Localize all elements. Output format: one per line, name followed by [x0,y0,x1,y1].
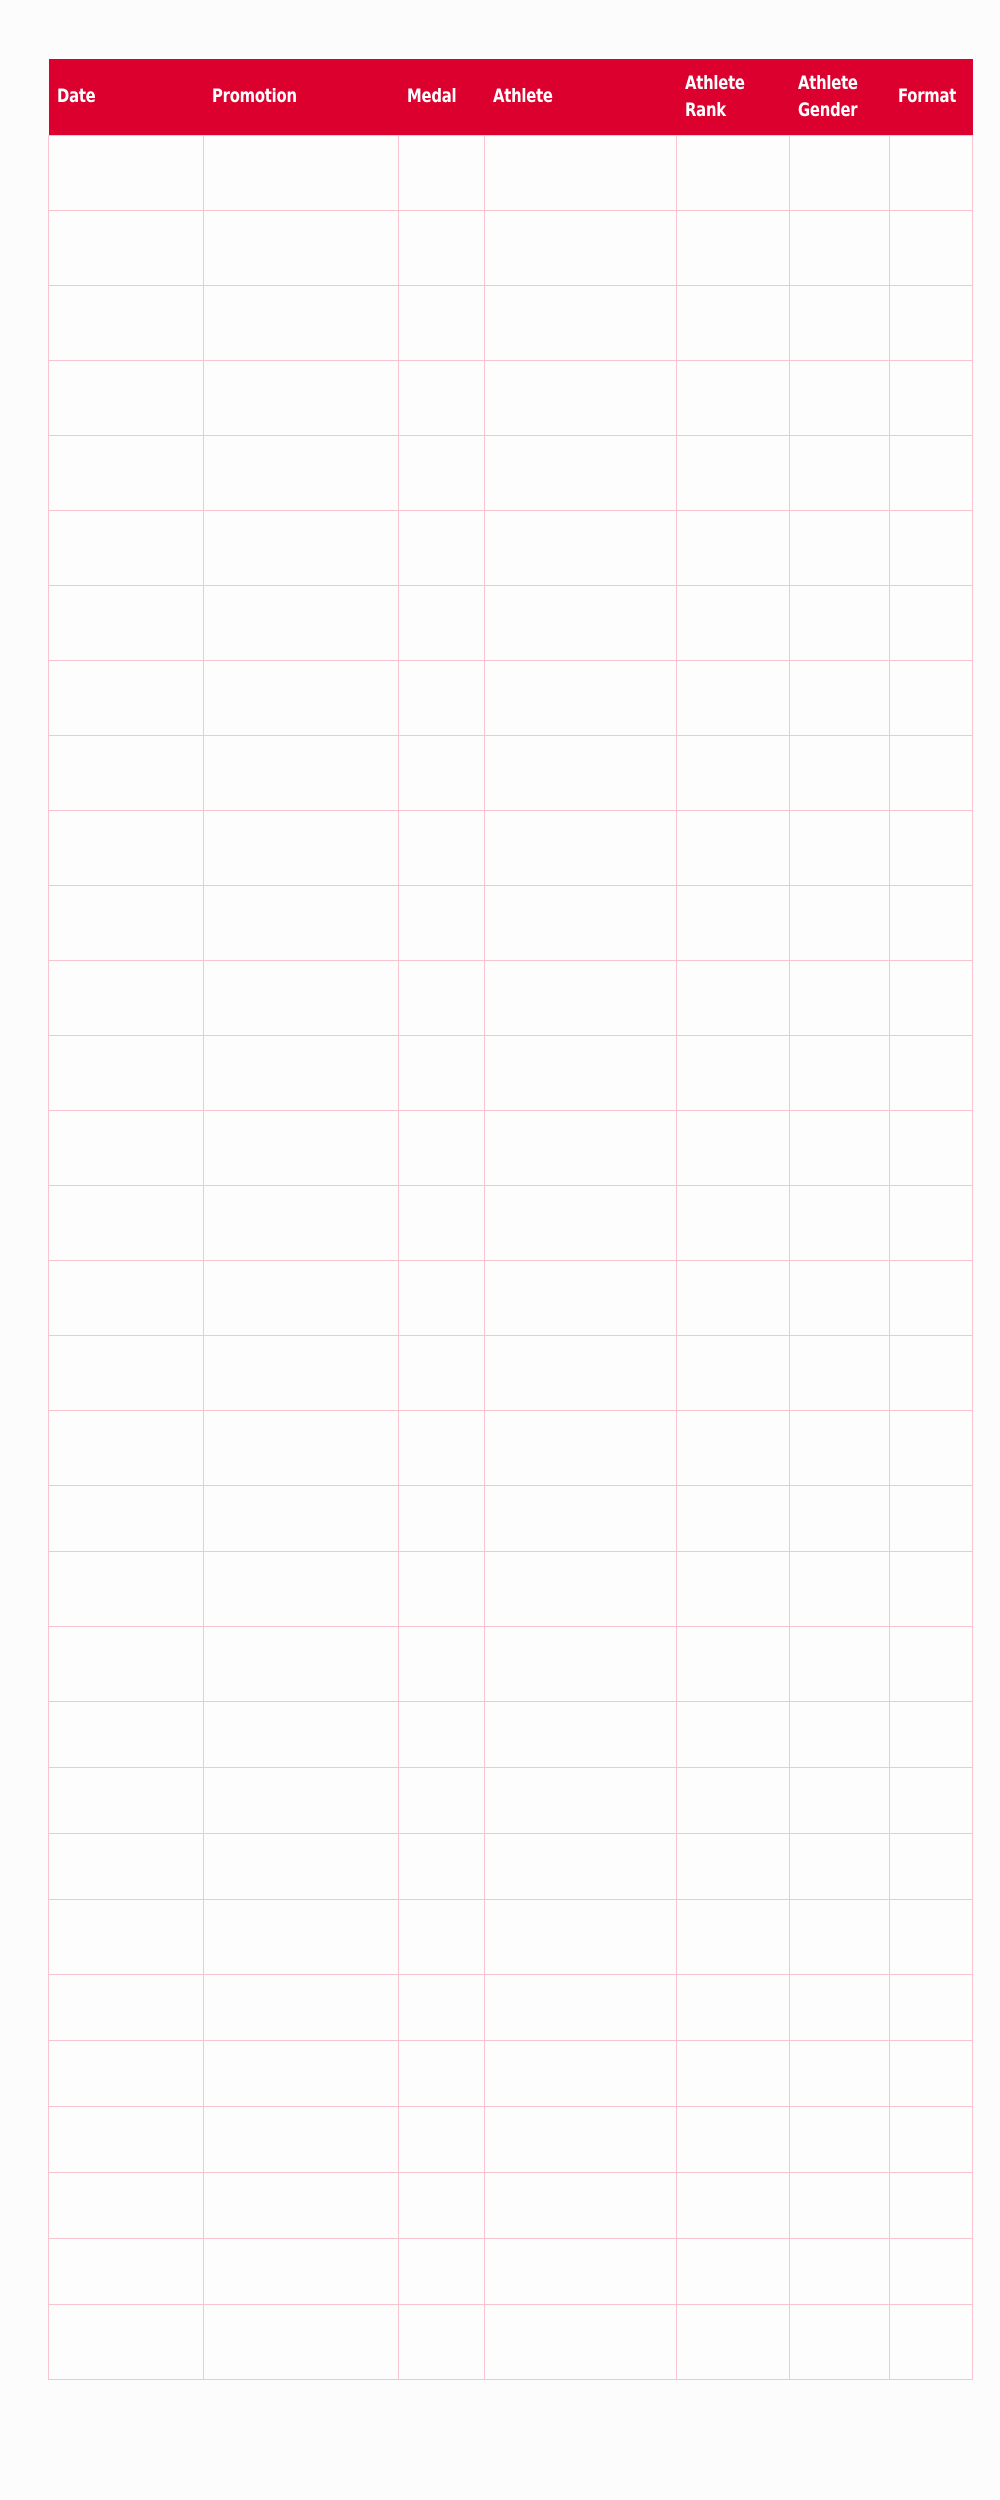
cell-athlete-gender[interactable] [790,1485,890,1551]
cell-athlete-rank[interactable] [677,1110,790,1185]
cell-medal[interactable] [399,1035,485,1110]
cell-date[interactable] [49,1260,204,1335]
cell-promotion[interactable] [204,1185,399,1260]
cell-date[interactable] [49,2238,204,2304]
cell-athlete-gender[interactable] [790,510,890,585]
cell-athlete-gender[interactable] [790,2106,890,2172]
cell-format[interactable] [890,810,973,885]
cell-date[interactable] [49,2172,204,2238]
cell-date[interactable] [49,285,204,360]
cell-date[interactable] [49,1485,204,1551]
cell-medal[interactable] [399,510,485,585]
cell-athlete[interactable] [485,135,677,210]
table-row [49,135,973,210]
cell-athlete-gender[interactable] [790,1335,890,1410]
table-row [49,1833,973,1899]
cell-medal[interactable] [399,1551,485,1626]
cell-format[interactable] [890,1767,973,1833]
medal-log-table [48,59,973,2380]
cell-medal[interactable] [399,735,485,810]
table-row [49,735,973,810]
cell-athlete-rank[interactable] [677,1035,790,1110]
cell-medal[interactable] [399,2304,485,2379]
cell-format[interactable] [890,1833,973,1899]
cell-date[interactable] [49,810,204,885]
table-row [49,2106,973,2172]
cell-date[interactable] [49,360,204,435]
column-header-promotion: Promotion [204,59,399,135]
cell-athlete-gender[interactable] [790,1833,890,1899]
cell-format[interactable] [890,2040,973,2106]
cell-format[interactable] [890,1551,973,1626]
cell-date[interactable] [49,1035,204,1110]
cell-promotion[interactable] [204,1485,399,1551]
cell-format[interactable] [890,960,973,1035]
cell-athlete[interactable] [485,1335,677,1410]
cell-promotion[interactable] [204,1767,399,1833]
cell-date[interactable] [49,1701,204,1767]
cell-athlete-rank[interactable] [677,2304,790,2379]
cell-format[interactable] [890,2106,973,2172]
cell-athlete[interactable] [485,1035,677,1110]
table-row [49,1701,973,1767]
cell-format[interactable] [890,435,973,510]
cell-athlete[interactable] [485,1110,677,1185]
cell-medal[interactable] [399,2106,485,2172]
cell-athlete-rank[interactable] [677,585,790,660]
cell-athlete-gender[interactable] [790,735,890,810]
table-row [49,2040,973,2106]
cell-promotion[interactable] [204,135,399,210]
table-row [49,1260,973,1335]
cell-athlete-rank[interactable] [677,1485,790,1551]
cell-format[interactable] [890,660,973,735]
cell-athlete[interactable] [485,210,677,285]
cell-athlete-rank[interactable] [677,285,790,360]
cell-date[interactable] [49,1833,204,1899]
cell-medal[interactable] [399,1410,485,1485]
cell-date[interactable] [49,2106,204,2172]
cell-athlete-rank[interactable] [677,2106,790,2172]
cell-medal[interactable] [399,1833,485,1899]
column-header-date: Date [49,59,204,135]
cell-medal[interactable] [399,360,485,435]
cell-athlete-rank[interactable] [677,1626,790,1701]
cell-athlete-rank[interactable] [677,1974,790,2040]
cell-date[interactable] [49,1410,204,1485]
cell-athlete-gender[interactable] [790,1974,890,2040]
cell-athlete-gender[interactable] [790,1899,890,1974]
column-header-athlete-gender: Athlete Gender [790,59,890,135]
cell-athlete-gender[interactable] [790,435,890,510]
cell-athlete[interactable] [485,435,677,510]
cell-date[interactable] [49,885,204,960]
table-row [49,1035,973,1110]
cell-date[interactable] [49,660,204,735]
cell-promotion[interactable] [204,810,399,885]
cell-medal[interactable] [399,210,485,285]
cell-athlete-gender[interactable] [790,1110,890,1185]
cell-format[interactable] [890,885,973,960]
cell-athlete-rank[interactable] [677,360,790,435]
cell-format[interactable] [890,735,973,810]
medal-log-table-container [48,59,972,2380]
cell-medal[interactable] [399,1110,485,1185]
cell-athlete-rank[interactable] [677,435,790,510]
cell-athlete[interactable] [485,1260,677,1335]
table-row [49,435,973,510]
cell-athlete[interactable] [485,885,677,960]
cell-promotion[interactable] [204,660,399,735]
cell-date[interactable] [49,960,204,1035]
table-row [49,1485,973,1551]
cell-athlete-rank[interactable] [677,960,790,1035]
cell-medal[interactable] [399,1701,485,1767]
cell-medal[interactable] [399,1260,485,1335]
column-header-medal: Medal [399,59,485,135]
cell-promotion[interactable] [204,1899,399,1974]
cell-promotion[interactable] [204,360,399,435]
table-row [49,1185,973,1260]
cell-athlete[interactable] [485,2172,677,2238]
table-row [49,1767,973,1833]
table-row [49,2304,973,2379]
cell-medal[interactable] [399,2238,485,2304]
cell-promotion[interactable] [204,1260,399,1335]
cell-promotion[interactable] [204,1626,399,1701]
cell-date[interactable] [49,135,204,210]
cell-date[interactable] [49,735,204,810]
table-row [49,810,973,885]
cell-athlete[interactable] [485,585,677,660]
cell-medal[interactable] [399,1335,485,1410]
cell-date[interactable] [49,1335,204,1410]
column-header-format: Format [890,59,973,135]
cell-athlete[interactable] [485,735,677,810]
cell-medal[interactable] [399,1767,485,1833]
table-row [49,1110,973,1185]
cell-athlete-rank[interactable] [677,1833,790,1899]
cell-athlete-rank[interactable] [677,810,790,885]
cell-format[interactable] [890,510,973,585]
cell-medal[interactable] [399,1626,485,1701]
table-row [49,1551,973,1626]
table-row [49,210,973,285]
cell-athlete[interactable] [485,1833,677,1899]
table-row [49,285,973,360]
cell-athlete-rank[interactable] [677,2172,790,2238]
cell-date[interactable] [49,2304,204,2379]
cell-athlete-gender[interactable] [790,1551,890,1626]
table-row [49,1974,973,2040]
cell-format[interactable] [890,285,973,360]
cell-athlete[interactable] [485,1974,677,2040]
cell-athlete-rank[interactable] [677,1335,790,1410]
cell-athlete[interactable] [485,1701,677,1767]
cell-athlete-rank[interactable] [677,1551,790,1626]
cell-medal[interactable] [399,285,485,360]
cell-athlete-gender[interactable] [790,1260,890,1335]
cell-athlete-rank[interactable] [677,1899,790,1974]
cell-date[interactable] [49,1185,204,1260]
cell-medal[interactable] [399,1185,485,1260]
cell-promotion[interactable] [204,1335,399,1410]
cell-medal[interactable] [399,885,485,960]
cell-promotion[interactable] [204,585,399,660]
cell-date[interactable] [49,1110,204,1185]
cell-promotion[interactable] [204,735,399,810]
cell-athlete[interactable] [485,510,677,585]
cell-athlete-rank[interactable] [677,1767,790,1833]
table-row [49,585,973,660]
cell-date[interactable] [49,510,204,585]
cell-athlete-gender[interactable] [790,135,890,210]
cell-promotion[interactable] [204,1551,399,1626]
cell-promotion[interactable] [204,1035,399,1110]
cell-promotion[interactable] [204,1833,399,1899]
cell-format[interactable] [890,2172,973,2238]
cell-athlete[interactable] [485,660,677,735]
cell-date[interactable] [49,1974,204,2040]
cell-promotion[interactable] [204,1974,399,2040]
cell-athlete-gender[interactable] [790,1626,890,1701]
column-header-athlete-rank: Athlete Rank [677,59,790,135]
table-row [49,885,973,960]
table-row [49,2172,973,2238]
cell-athlete-gender[interactable] [790,1035,890,1110]
cell-format[interactable] [890,1185,973,1260]
cell-promotion[interactable] [204,510,399,585]
header-row [49,59,973,135]
table-row [49,660,973,735]
cell-format[interactable] [890,2304,973,2379]
cell-format[interactable] [890,135,973,210]
cell-athlete-gender[interactable] [790,885,890,960]
cell-athlete[interactable] [485,285,677,360]
cell-athlete[interactable] [485,1767,677,1833]
cell-promotion[interactable] [204,285,399,360]
cell-promotion[interactable] [204,2304,399,2379]
cell-athlete-rank[interactable] [677,885,790,960]
cell-athlete-rank[interactable] [677,2238,790,2304]
cell-medal[interactable] [399,2040,485,2106]
cell-promotion[interactable] [204,2238,399,2304]
cell-format[interactable] [890,1035,973,1110]
cell-promotion[interactable] [204,2040,399,2106]
cell-date[interactable] [49,1551,204,1626]
table-row [49,960,973,1035]
cell-athlete-gender[interactable] [790,1701,890,1767]
cell-medal[interactable] [399,135,485,210]
cell-athlete-rank[interactable] [677,210,790,285]
cell-date[interactable] [49,2040,204,2106]
cell-athlete-rank[interactable] [677,510,790,585]
cell-athlete[interactable] [485,1899,677,1974]
cell-athlete-gender[interactable] [790,360,890,435]
cell-athlete-gender[interactable] [790,960,890,1035]
cell-format[interactable] [890,1110,973,1185]
cell-format[interactable] [890,1701,973,1767]
cell-promotion[interactable] [204,210,399,285]
column-header-athlete: Athlete [485,59,677,135]
table-row [49,1335,973,1410]
cell-athlete-rank[interactable] [677,735,790,810]
table-row [49,360,973,435]
cell-athlete-gender[interactable] [790,2040,890,2106]
cell-date[interactable] [49,1626,204,1701]
cell-format[interactable] [890,1260,973,1335]
cell-athlete[interactable] [485,1626,677,1701]
cell-athlete-gender[interactable] [790,210,890,285]
cell-athlete[interactable] [485,960,677,1035]
cell-date[interactable] [49,1899,204,1974]
cell-athlete-gender[interactable] [790,660,890,735]
cell-date[interactable] [49,585,204,660]
cell-athlete[interactable] [485,1185,677,1260]
cell-format[interactable] [890,1899,973,1974]
cell-athlete[interactable] [485,2040,677,2106]
cell-medal[interactable] [399,1899,485,1974]
cell-format[interactable] [890,1485,973,1551]
cell-athlete-rank[interactable] [677,1260,790,1335]
cell-format[interactable] [890,360,973,435]
cell-promotion[interactable] [204,2172,399,2238]
cell-format[interactable] [890,1335,973,1410]
cell-format[interactable] [890,1410,973,1485]
cell-format[interactable] [890,1974,973,2040]
cell-medal[interactable] [399,585,485,660]
table-row [49,1626,973,1701]
cell-athlete-rank[interactable] [677,1410,790,1485]
cell-date[interactable] [49,1767,204,1833]
cell-athlete[interactable] [485,2238,677,2304]
cell-promotion[interactable] [204,435,399,510]
cell-athlete-gender[interactable] [790,285,890,360]
table-row [49,1410,973,1485]
cell-medal[interactable] [399,1485,485,1551]
cell-athlete-rank[interactable] [677,135,790,210]
cell-medal[interactable] [399,660,485,735]
cell-medal[interactable] [399,1974,485,2040]
cell-format[interactable] [890,2238,973,2304]
cell-athlete-gender[interactable] [790,2172,890,2238]
cell-athlete[interactable] [485,1551,677,1626]
table-row [49,1899,973,1974]
cell-athlete[interactable] [485,810,677,885]
cell-athlete-gender[interactable] [790,810,890,885]
cell-format[interactable] [890,585,973,660]
cell-athlete-gender[interactable] [790,585,890,660]
cell-athlete-gender[interactable] [790,2238,890,2304]
cell-athlete[interactable] [485,360,677,435]
cell-athlete-rank[interactable] [677,660,790,735]
cell-date[interactable] [49,210,204,285]
cell-athlete[interactable] [485,2106,677,2172]
cell-athlete-rank[interactable] [677,2040,790,2106]
cell-promotion[interactable] [204,960,399,1035]
cell-athlete-gender[interactable] [790,1410,890,1485]
cell-promotion[interactable] [204,1701,399,1767]
cell-medal[interactable] [399,2172,485,2238]
table-body [49,135,973,2379]
cell-promotion[interactable] [204,1410,399,1485]
cell-promotion[interactable] [204,2106,399,2172]
table-row [49,2238,973,2304]
cell-athlete-rank[interactable] [677,1701,790,1767]
cell-athlete-gender[interactable] [790,2304,890,2379]
cell-athlete[interactable] [485,1485,677,1551]
cell-athlete-gender[interactable] [790,1185,890,1260]
cell-athlete-gender[interactable] [790,1767,890,1833]
cell-date[interactable] [49,435,204,510]
cell-promotion[interactable] [204,1110,399,1185]
cell-format[interactable] [890,1626,973,1701]
cell-medal[interactable] [399,960,485,1035]
cell-medal[interactable] [399,810,485,885]
cell-athlete[interactable] [485,2304,677,2379]
cell-medal[interactable] [399,435,485,510]
cell-athlete-rank[interactable] [677,1185,790,1260]
cell-athlete[interactable] [485,1410,677,1485]
cell-format[interactable] [890,210,973,285]
table-row [49,510,973,585]
cell-promotion[interactable] [204,885,399,960]
